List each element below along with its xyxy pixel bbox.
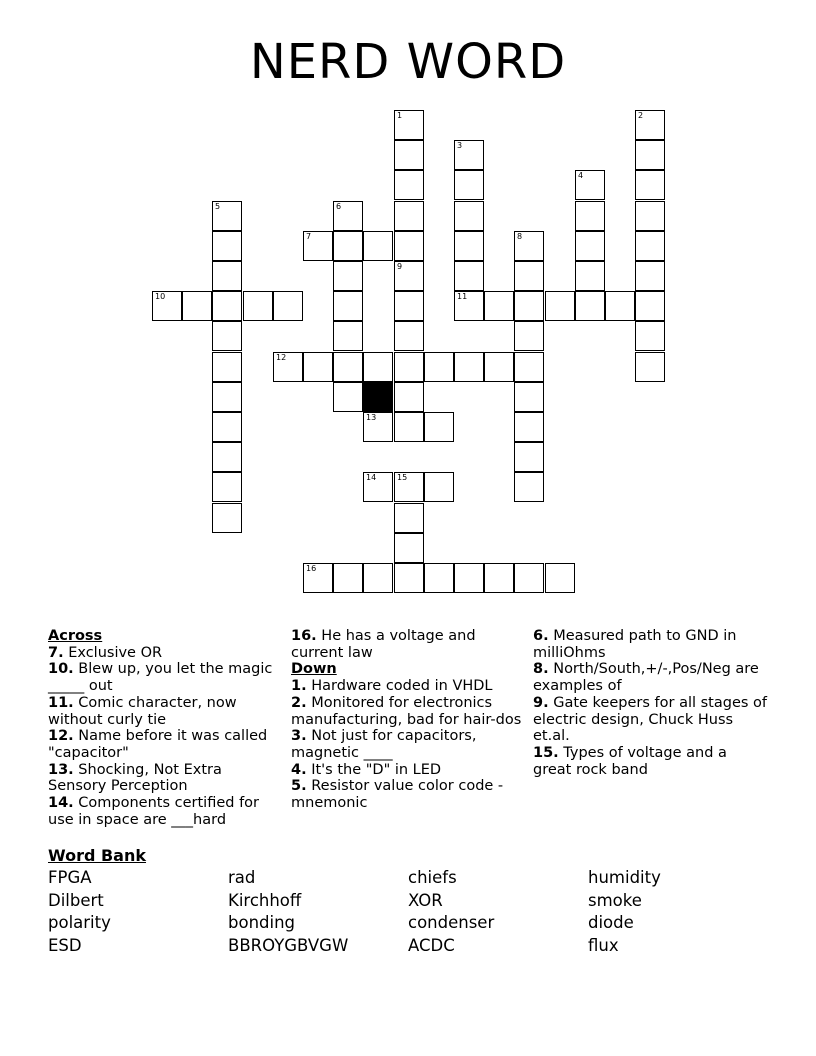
grid-cell[interactable] xyxy=(484,352,514,382)
grid-cell[interactable] xyxy=(394,352,424,382)
grid-cell[interactable] xyxy=(514,382,544,412)
grid-cell[interactable] xyxy=(333,231,363,261)
clue-across-10: 10. Blew up, you let the magic _____ out xyxy=(48,661,273,695)
grid-cell[interactable] xyxy=(514,321,544,351)
word-bank-item: FPGA xyxy=(48,868,92,887)
grid-cell[interactable] xyxy=(394,231,424,261)
word-bank-item: Dilbert xyxy=(48,891,104,910)
clues-column-2 xyxy=(291,628,527,812)
grid-cell[interactable] xyxy=(212,412,242,442)
grid-cell[interactable] xyxy=(454,352,484,382)
grid-cell[interactable] xyxy=(333,352,363,382)
clue-across-13: 13. Shocking, Not Extra Sensory Perception xyxy=(48,761,222,795)
clue-number: 12 xyxy=(276,353,287,362)
grid-cell[interactable] xyxy=(545,563,575,593)
grid-cell[interactable] xyxy=(273,352,303,382)
grid-cell[interactable] xyxy=(333,261,363,291)
grid-cell[interactable] xyxy=(454,563,484,593)
clue-down-6: 6. Measured path to GND in milliOhms xyxy=(533,628,737,661)
clue-number: 1 xyxy=(397,111,403,120)
grid-cell[interactable] xyxy=(635,321,665,351)
grid-cell[interactable] xyxy=(363,352,393,382)
grid-cell[interactable] xyxy=(454,261,484,291)
grid-cell[interactable] xyxy=(575,291,605,321)
grid-cell[interactable] xyxy=(212,382,242,412)
word-bank-item: BBROYGBVGW xyxy=(228,936,349,955)
clue-down-9: 9. Gate keepers for all stages of electric design, Chuck Huss et.al. xyxy=(533,694,768,745)
clue-number: 16 xyxy=(306,564,317,573)
grid-cell[interactable] xyxy=(394,321,424,351)
clue-number: 4 xyxy=(578,171,584,180)
grid-cell[interactable] xyxy=(273,291,303,321)
grid-cell[interactable] xyxy=(575,201,605,231)
grid-cell[interactable] xyxy=(514,563,544,593)
grid-cell[interactable] xyxy=(333,563,363,593)
word-bank-item: chiefs xyxy=(408,868,457,887)
clue-number: 7 xyxy=(306,232,312,241)
clue-number: 10 xyxy=(155,292,166,301)
grid-cell[interactable] xyxy=(514,261,544,291)
word-bank-title: Word Bank xyxy=(48,846,147,865)
grid-cell[interactable] xyxy=(635,201,665,231)
clues-column-1 xyxy=(48,628,284,828)
grid-cell[interactable] xyxy=(635,110,665,140)
grid-cell[interactable] xyxy=(333,321,363,351)
word-bank-item: XOR xyxy=(408,891,443,910)
clue-down-15: 15. Types of voltage and a great rock band xyxy=(533,744,727,778)
clue-number: 3 xyxy=(457,141,463,150)
grid-cell[interactable] xyxy=(394,382,424,412)
clue-number: 11 xyxy=(457,292,468,301)
grid-cell[interactable] xyxy=(363,563,393,593)
word-bank-item: humidity xyxy=(588,868,661,887)
clue-down-8: 8. North/South,+/-,Pos/Neg are examples of xyxy=(533,661,759,695)
grid-cell[interactable] xyxy=(635,231,665,261)
grid-cell[interactable] xyxy=(212,231,242,261)
clue-across-7: 7. Exclusive OR xyxy=(48,644,163,661)
grid-cell[interactable] xyxy=(514,231,544,261)
word-bank-item: condenser xyxy=(408,913,495,932)
grid-cell[interactable] xyxy=(635,140,665,170)
clue-across-11: 11. Comic character, now without curly tie xyxy=(48,694,237,728)
word-bank-item: Kirchhoff xyxy=(228,891,302,910)
grid-cell[interactable] xyxy=(212,503,242,533)
grid-cell[interactable] xyxy=(454,231,484,261)
clue-number: 14 xyxy=(366,473,377,482)
clue-down-5: 5. Resistor value color code - mnemonic xyxy=(291,778,504,812)
grid-cell[interactable] xyxy=(575,261,605,291)
grid-cell[interactable] xyxy=(514,352,544,382)
grid-cell[interactable] xyxy=(363,231,393,261)
clue-across-16: 16. He has a voltage and current law xyxy=(291,628,476,661)
grid-cell[interactable] xyxy=(333,201,363,231)
puzzle-title: NERD WORD xyxy=(249,34,567,90)
grid-cell[interactable] xyxy=(152,291,182,321)
grid-cell[interactable] xyxy=(424,472,454,502)
clue-down-4: 4. It's the "D" in LED xyxy=(291,761,442,778)
grid-cell[interactable] xyxy=(605,291,635,321)
across-heading: Across xyxy=(48,628,103,644)
grid-cell[interactable] xyxy=(394,412,424,442)
clue-across-14: 14. Components certified for use in space are ___hard xyxy=(48,795,260,828)
word-bank-item: flux xyxy=(588,936,619,955)
word-bank-item: ACDC xyxy=(408,936,455,955)
grid-cell[interactable] xyxy=(303,352,333,382)
grid-cell[interactable] xyxy=(424,412,454,442)
grid-cell[interactable] xyxy=(303,563,333,593)
grid-cell[interactable] xyxy=(333,382,363,412)
clue-number: 9 xyxy=(397,262,403,271)
clue-down-3: 3. Not just for capacitors, magnetic ____ xyxy=(291,728,477,761)
grid-cell[interactable] xyxy=(333,291,363,321)
word-bank-item: bonding xyxy=(228,913,296,932)
clues-column-3 xyxy=(533,628,769,778)
grid-cell[interactable] xyxy=(212,291,242,321)
grid-cell[interactable] xyxy=(394,110,424,140)
clue-down-2: 2. Monitored for electronics manufacturing, bad for hair-dos xyxy=(291,694,522,728)
grid-cell[interactable] xyxy=(424,352,454,382)
clue-down-1: 1. Hardware coded in VHDL xyxy=(291,678,493,695)
word-bank-item: ESD xyxy=(48,936,82,955)
grid-cell[interactable] xyxy=(635,291,665,321)
down-heading: Down xyxy=(291,661,337,678)
grid-cell[interactable] xyxy=(394,140,424,170)
grid-cell[interactable] xyxy=(394,503,424,533)
grid-cell[interactable] xyxy=(394,291,424,321)
grid-cell[interactable] xyxy=(212,442,242,472)
grid-cell[interactable] xyxy=(514,472,544,502)
grid-cell[interactable] xyxy=(484,291,514,321)
word-bank-item: diode xyxy=(588,913,634,932)
grid-cell[interactable] xyxy=(454,170,484,200)
word-bank-item: rad xyxy=(228,868,256,887)
grid-cell[interactable] xyxy=(212,321,242,351)
grid-cell[interactable] xyxy=(394,472,424,502)
grid-cell[interactable] xyxy=(212,201,242,231)
grid-cell[interactable] xyxy=(394,563,424,593)
grid-cell[interactable] xyxy=(394,170,424,200)
grid-cell[interactable] xyxy=(212,472,242,502)
grid-cell[interactable] xyxy=(394,533,424,563)
clue-number: 6 xyxy=(336,202,342,211)
clue-number: 15 xyxy=(397,473,408,482)
grid-cell[interactable] xyxy=(635,170,665,200)
grid-cell[interactable] xyxy=(454,140,484,170)
grid-cell[interactable] xyxy=(635,352,665,382)
clue-number: 13 xyxy=(366,413,377,422)
word-bank-item: polarity xyxy=(48,913,111,932)
grid-cell[interactable] xyxy=(575,170,605,200)
black-square xyxy=(363,382,393,412)
grid-cell[interactable] xyxy=(363,412,393,442)
grid-cell[interactable] xyxy=(363,472,393,502)
clue-number: 2 xyxy=(638,111,644,120)
grid-cell[interactable] xyxy=(514,442,544,472)
grid-cell[interactable] xyxy=(243,291,273,321)
word-bank-item: smoke xyxy=(588,891,642,910)
grid-cell[interactable] xyxy=(182,291,212,321)
grid-cell[interactable] xyxy=(635,261,665,291)
grid-cell[interactable] xyxy=(545,291,575,321)
grid-cell[interactable] xyxy=(514,412,544,442)
grid-cell[interactable] xyxy=(514,291,544,321)
grid-cell[interactable] xyxy=(454,291,484,321)
grid-cell[interactable] xyxy=(394,261,424,291)
grid-cell[interactable] xyxy=(303,231,333,261)
grid-cell[interactable] xyxy=(575,231,605,261)
grid-cell[interactable] xyxy=(212,261,242,291)
grid-cell[interactable] xyxy=(424,563,454,593)
clue-across-12: 12. Name before it was called "capacitor" xyxy=(48,728,268,761)
clue-number: 5 xyxy=(215,202,221,211)
grid-cell[interactable] xyxy=(212,352,242,382)
grid-cell[interactable] xyxy=(454,201,484,231)
grid-cell[interactable] xyxy=(484,563,514,593)
grid-cell[interactable] xyxy=(394,201,424,231)
clue-number: 8 xyxy=(517,232,523,241)
